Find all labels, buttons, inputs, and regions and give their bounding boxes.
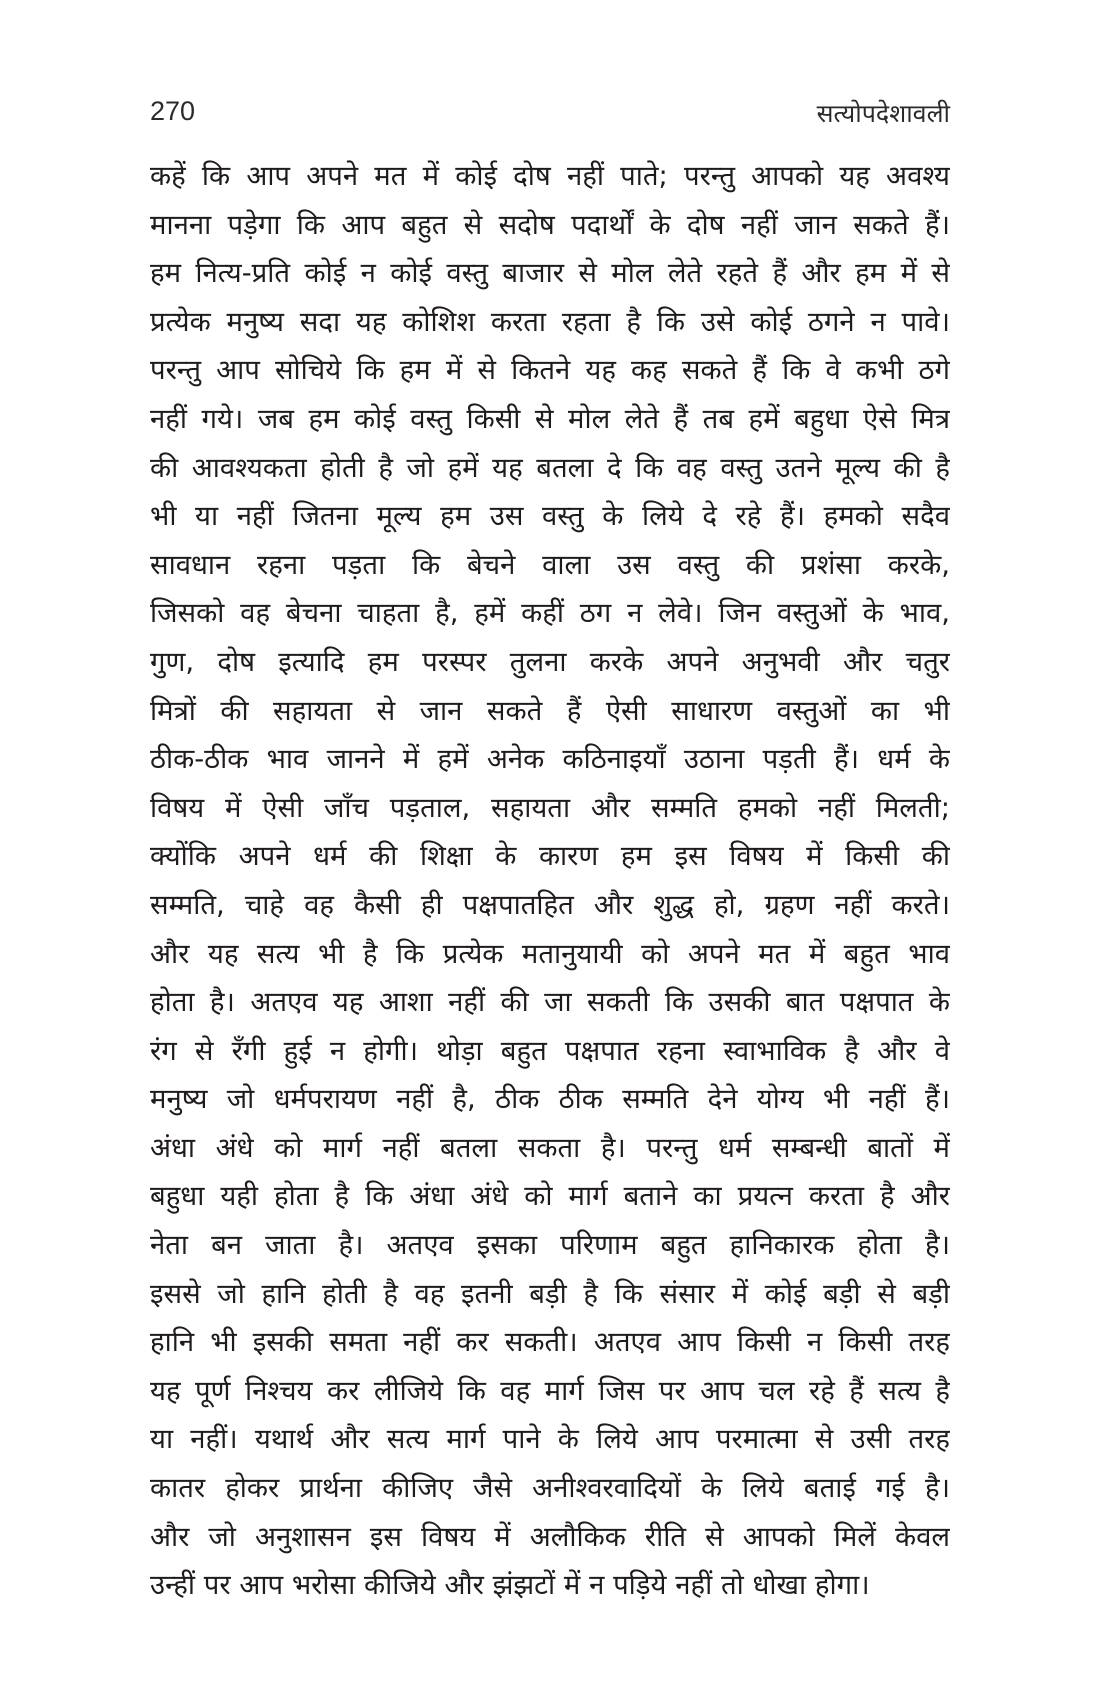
text-line: या नहीं। यथार्थ और सत्य मार्ग पाने के लिये आप परमात्मा से उसी तरह bbox=[150, 1423, 950, 1456]
text-line: होता है। अतएव यह आशा नहीं की जा सकती कि उसकी बात पक्षपात के bbox=[150, 986, 950, 1019]
text-line: कातर होकर प्रार्थना कीजिए जैसे अनीश्वरवादियों के लिये बताई गई है। bbox=[150, 1472, 950, 1505]
text-line: यह पूर्ण निश्चय कर लीजिये कि वह मार्ग जिस पर आप चल रहे हैं सत्य है bbox=[150, 1374, 950, 1407]
text-line: अंधा अंधे को मार्ग नहीं बतला सकता है। परन्तु धर्म सम्बन्धी बातों में bbox=[150, 1131, 950, 1164]
text-line: हम नित्य-प्रति कोई न कोई वस्तु बाजार से मोल लेते रहते हैं और हम में से bbox=[150, 257, 950, 290]
text-line: हानि भी इसकी समता नहीं कर सकती। अतएव आप किसी न किसी तरह bbox=[150, 1326, 950, 1359]
text-line: उन्हीं पर आप भरोसा कीजिये और झंझटों में न पड़िये नहीं तो धोखा होगा। bbox=[150, 1569, 870, 1602]
text-line: प्रत्येक मनुष्य सदा यह कोशिश करता रहता है कि उसे कोई ठगने न पावे। bbox=[150, 305, 950, 338]
text-line: ठीक-ठीक भाव जानने में हमें अनेक कठिनाइयाँ उठाना पड़ती हैं। धर्म के bbox=[150, 743, 950, 776]
text-line: सावधान रहना पड़ता कि बेचने वाला उस वस्तु की प्रशंसा करके, bbox=[150, 548, 950, 581]
text-line: कहें कि आप अपने मत में कोई दोष नहीं पाते; परन्तु आपको यह अवश्य bbox=[150, 160, 950, 192]
text-line: क्योंकि अपने धर्म की शिक्षा के कारण हम इस विषय में किसी की bbox=[150, 840, 950, 873]
book-title: सत्योपदेशावली bbox=[816, 99, 950, 128]
running-head bbox=[150, 96, 950, 136]
text-line: बहुधा यही होता है कि अंधा अंधे को मार्ग बताने का प्रयत्न करता है और bbox=[150, 1180, 950, 1213]
text-line: और जो अनुशासन इस विषय में अलौकिक रीति से आपको मिलें केवल bbox=[150, 1520, 950, 1553]
text-line: मित्रों की सहायता से जान सकते हैं ऐसी साधारण वस्तुओं का भी bbox=[150, 694, 950, 727]
text-line: इससे जो हानि होती है वह इतनी बड़ी है कि संसार में कोई बड़ी से बड़ी bbox=[150, 1277, 950, 1310]
body-paragraph bbox=[150, 152, 950, 1610]
text-line: और यह सत्य भी है कि प्रत्येक मतानुयायी को अपने मत में बहुत भाव bbox=[150, 937, 950, 970]
text-line: विषय में ऐसी जाँच पड़ताल, सहायता और सम्मति हमको नहीं मिलती; bbox=[150, 791, 950, 824]
text-line: सम्मति, चाहे वह कैसी ही पक्षपातहित और शुद्ध हो, ग्रहण नहीं करते। bbox=[150, 888, 950, 921]
text-line: भी या नहीं जितना मूल्य हम उस वस्तु के लिये दे रहे हैं। हमको सदैव bbox=[150, 500, 950, 533]
page-number: 270 bbox=[150, 96, 196, 126]
text-line: रंग से रँगी हुई न होगी। थोड़ा बहुत पक्षपात रहना स्वाभाविक है और वे bbox=[150, 1034, 950, 1067]
text-line: गुण, दोष इत्यादि हम परस्पर तुलना करके अपने अनुभवी और चतुर bbox=[150, 645, 950, 678]
text-line: की आवश्यकता होती है जो हमें यह बतला दे कि वह वस्तु उतने मूल्य की है bbox=[150, 451, 950, 484]
text-line: मानना पड़ेगा कि आप बहुत से सदोष पदार्थों के दोष नहीं जान सकते हैं। bbox=[150, 208, 950, 241]
text-line: नेता बन जाता है। अतएव इसका परिणाम बहुत हानिकारक होता है। bbox=[150, 1229, 950, 1262]
text-line: जिसको वह बेचना चाहता है, हमें कहीं ठग न लेवे। जिन वस्तुओं के भाव, bbox=[150, 597, 950, 630]
text-line: मनुष्य जो धर्मपरायण नहीं है, ठीक ठीक सम्मति देने योग्य भी नहीं हैं। bbox=[150, 1083, 950, 1116]
text-line: नहीं गये। जब हम कोई वस्तु किसी से मोल लेते हैं तब हमें बहुधा ऐसे मित्र bbox=[150, 402, 950, 435]
text-line: परन्तु आप सोचिये कि हम में से कितने यह कह सकते हैं कि वे कभी ठगे bbox=[150, 354, 950, 387]
